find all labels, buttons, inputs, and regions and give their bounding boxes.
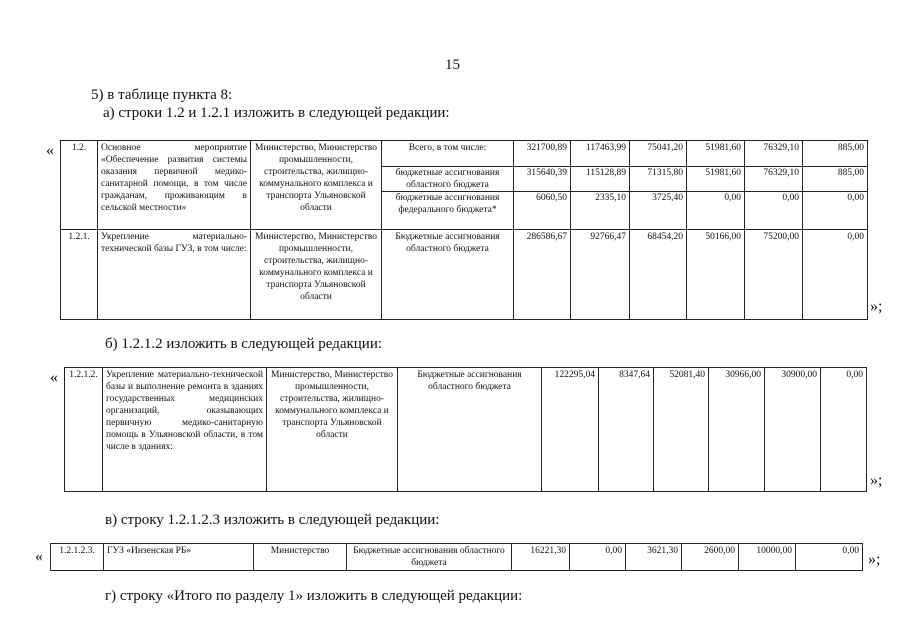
measure-name: ГУЗ «Инзенская РБ» <box>104 544 254 571</box>
funding-source: Бюджетные ассигнования областного бюджета <box>347 544 512 571</box>
table-b <box>64 367 867 492</box>
value-cell: 885,00 <box>803 142 867 167</box>
value-cell: 0,00 <box>821 368 867 492</box>
measure-name: Укрепление материально-технической базы и выполнение ремонта в зданиях государственных медицинских организаций, оказывающих первичную медико-санитарную помощь в Ульяновской области, в том числе в зданиях: <box>103 368 267 492</box>
value-cell: 76329,10 <box>745 167 802 192</box>
value-cell: 51981,60 <box>687 142 744 167</box>
value-cell: 30966,00 <box>709 368 765 492</box>
value-cell: 0,00 <box>570 544 626 571</box>
executor: Министерство <box>254 544 347 571</box>
value-cell: 117463,99 <box>571 142 629 167</box>
value-cell: 75200,00 <box>745 230 803 320</box>
value-cell: 0,00 <box>847 193 864 203</box>
item-b-heading: б) 1.2.1.2 изложить в следующей редакции: <box>105 336 383 352</box>
row-number: 1.2.1.2. <box>65 368 103 492</box>
item-a-heading: а) строки 1.2 и 1.2.1 изложить в следующей редакции: <box>103 105 450 121</box>
value-cell: 16221,30 <box>512 544 570 571</box>
source-total: Всего, в том числе: <box>382 142 513 167</box>
value-cell: 68454,20 <box>630 230 687 320</box>
value-cell: 0,00 <box>724 193 741 203</box>
row-number: 1.2.1. <box>61 230 98 320</box>
value-cell: 2600,00 <box>682 544 739 571</box>
table-a-open-quote: « <box>46 142 54 159</box>
table-row <box>61 230 868 320</box>
table-v <box>50 543 863 571</box>
table-a-close-quote: »; <box>870 298 883 315</box>
value-cell: 3725,40 <box>652 193 683 203</box>
table-row <box>65 368 867 492</box>
source-regional: бюджетные ассигнования областного бюджета <box>382 167 513 192</box>
value-cell: 122295,04 <box>542 368 599 492</box>
item-v-heading: в) строку 1.2.1.2.3 изложить в следующей редакции: <box>105 512 440 528</box>
value-cell: 52081,40 <box>654 368 709 492</box>
page-number: 15 <box>445 57 460 73</box>
funding-source: Бюджетные ассигнования областного бюджета <box>382 230 514 320</box>
executor: Министерство, Министерство промышленности, строительства, жилищно-коммунального комплекса и транспорта Ульяновской области <box>267 368 398 492</box>
value-cell: 3621,30 <box>626 544 682 571</box>
row-number: 1.2.1.2.3. <box>51 544 104 571</box>
measure-name: Укрепление материально-технической базы ГУЗ, в том числе: <box>98 230 251 320</box>
funding-source: Бюджетные ассигнования областного бюджета <box>398 368 542 492</box>
value-cell: 0,00 <box>782 193 799 203</box>
table-v-close-quote: »; <box>868 551 881 568</box>
table-a <box>60 140 868 320</box>
value-cell: 92766,47 <box>571 230 630 320</box>
value-cell: 8347,64 <box>599 368 654 492</box>
value-cell: 885,00 <box>803 167 867 192</box>
executor: Министерство, Министерство промышленности, строительства, жилищно-коммунального комплекса и транспорта Ульяновской области <box>251 230 382 320</box>
table-v-open-quote: « <box>35 548 43 565</box>
value-cell: 76329,10 <box>745 142 802 167</box>
value-cell: 10000,00 <box>739 544 796 571</box>
source-federal: бюджетные ассигнования федерального бюджета* <box>395 193 500 215</box>
value-cell: 75041,20 <box>630 142 686 167</box>
value-cell: 2335,10 <box>595 193 626 203</box>
value-cell: 50166,00 <box>687 230 745 320</box>
value-cell: 0,00 <box>796 544 863 571</box>
value-cell: 6060,50 <box>536 193 567 203</box>
item-g-heading: г) строку «Итого по разделу 1» изложить в следующей редакции: <box>105 588 523 604</box>
value-cell: 30900,00 <box>765 368 821 492</box>
item5-heading: 5) в таблице пункта 8: <box>91 87 233 103</box>
measure-name: Основное мероприятие «Обеспечение развития системы оказания первичной медико-санитарной помощи, в том числе гражданам, проживающим в сельской местности» <box>98 141 251 230</box>
row-number: 1.2. <box>61 141 98 230</box>
value-cell: 115128,89 <box>571 167 629 192</box>
value-cell: 51981,60 <box>687 167 744 192</box>
value-cell: 321700,89 <box>514 142 570 167</box>
table-b-open-quote: « <box>50 369 58 386</box>
value-cell: 315640,39 <box>514 167 570 192</box>
executor: Министерство, Министерство промышленности, строительства, жилищно-коммунального комплекса и транспорта Ульяновской области <box>251 141 382 230</box>
value-cell: 71315,80 <box>630 167 686 192</box>
table-b-close-quote: »; <box>870 472 883 489</box>
table-row <box>61 141 868 230</box>
table-row <box>51 544 863 571</box>
value-cell: 286586,67 <box>514 230 571 320</box>
value-cell: 0,00 <box>803 230 868 320</box>
